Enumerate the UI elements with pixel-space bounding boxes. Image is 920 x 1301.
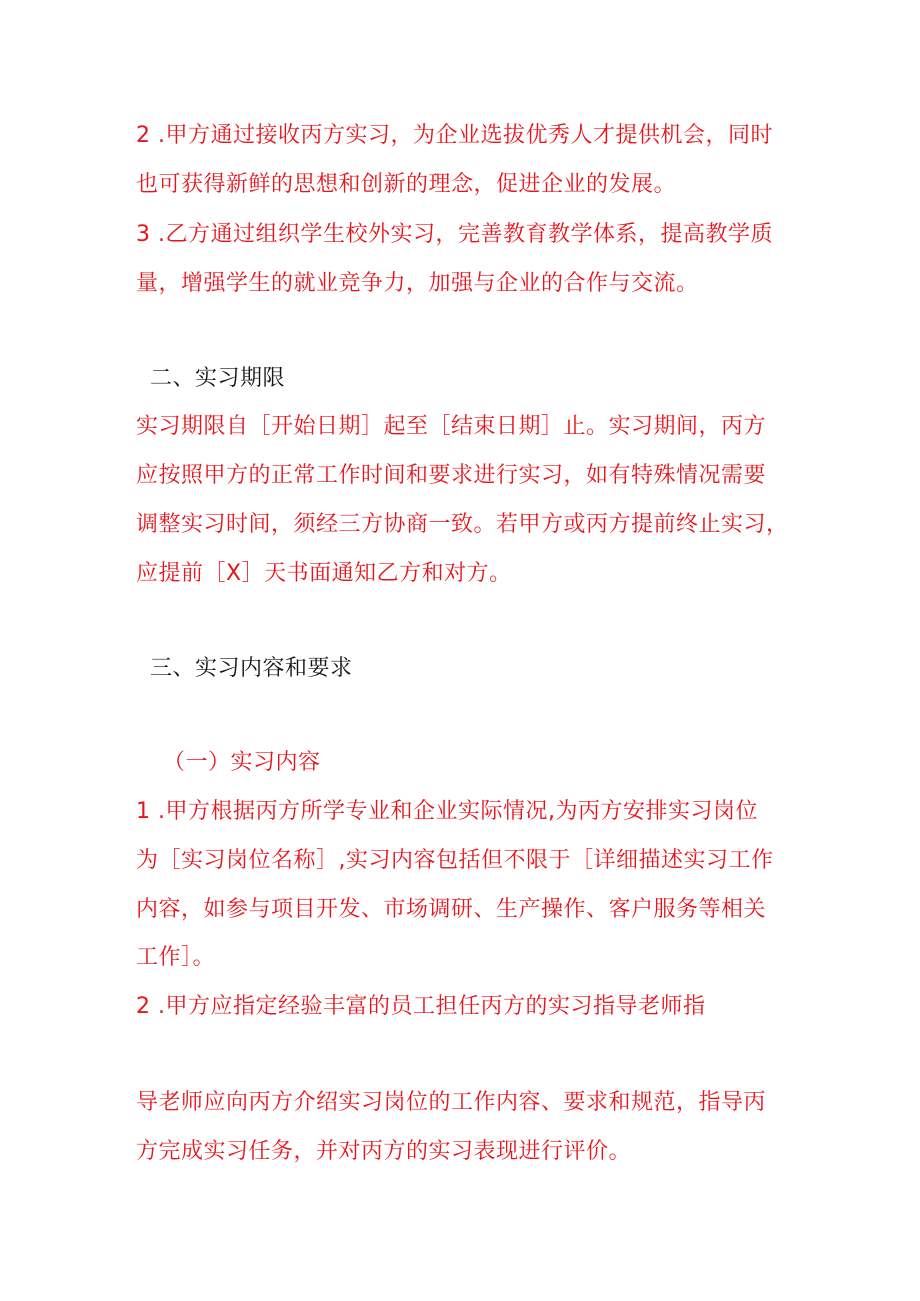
content-item-1-line-1: 1 .甲方根据丙方所学专业和企业实际情况,为丙方安排实习岗位 <box>136 799 758 824</box>
content-item-1-line-2: 为［实习岗位名称］,实习内容包括但不限于［详细描述实习工作 <box>136 848 774 873</box>
content-item-1-line-4: 工作］。 <box>136 945 216 970</box>
item-3-line-2: 量，增强学生的就业竞争力，加强与企业的合作与交流。 <box>136 271 699 296</box>
period-paragraph-line-2: 应按照甲方的正常工作时间和要求进行实习，如有特殊情况需要 <box>136 463 767 488</box>
item-3-line-1: 3 .乙方通过组织学生校外实习，完善教育教学体系，提高教学质 <box>136 222 773 247</box>
subheading-content: （一）实习内容 <box>163 750 321 775</box>
section-heading-content: 三、实习内容和要求 <box>150 656 353 681</box>
section-heading-period: 二、实习期限 <box>150 366 286 391</box>
item-2-line-1: 2 .甲方通过接收丙方实习，为企业选拔优秀人才提供机会，同时 <box>136 123 773 148</box>
period-paragraph-line-1: 实习期限自［开始日期］起至［结束日期］止。实习期间，丙方 <box>136 414 767 439</box>
content-item-2-line-1: 2 .甲方应指定经验丰富的员工担任丙方的实习指导老师指 <box>136 994 706 1019</box>
content-item-1-line-3: 内容，如参与项目开发、市场调研、生产操作、客户服务等相关 <box>136 897 767 922</box>
continuation-line-1: 导老师应向丙方介绍实习岗位的工作内容、要求和规范，指导丙 <box>136 1090 767 1115</box>
continuation-line-2: 方完成实习任务，并对丙方的实习表现进行评价。 <box>136 1139 632 1164</box>
period-paragraph-line-4: 应提前［X］天书面通知乙方和对方。 <box>136 561 512 586</box>
item-2-line-2: 也可获得新鲜的思想和创新的理念，促进企业的发展。 <box>136 172 677 197</box>
period-paragraph-line-3: 调整实习时间，须经三方协商一致。若甲方或丙方提前终止实习， <box>136 512 789 537</box>
